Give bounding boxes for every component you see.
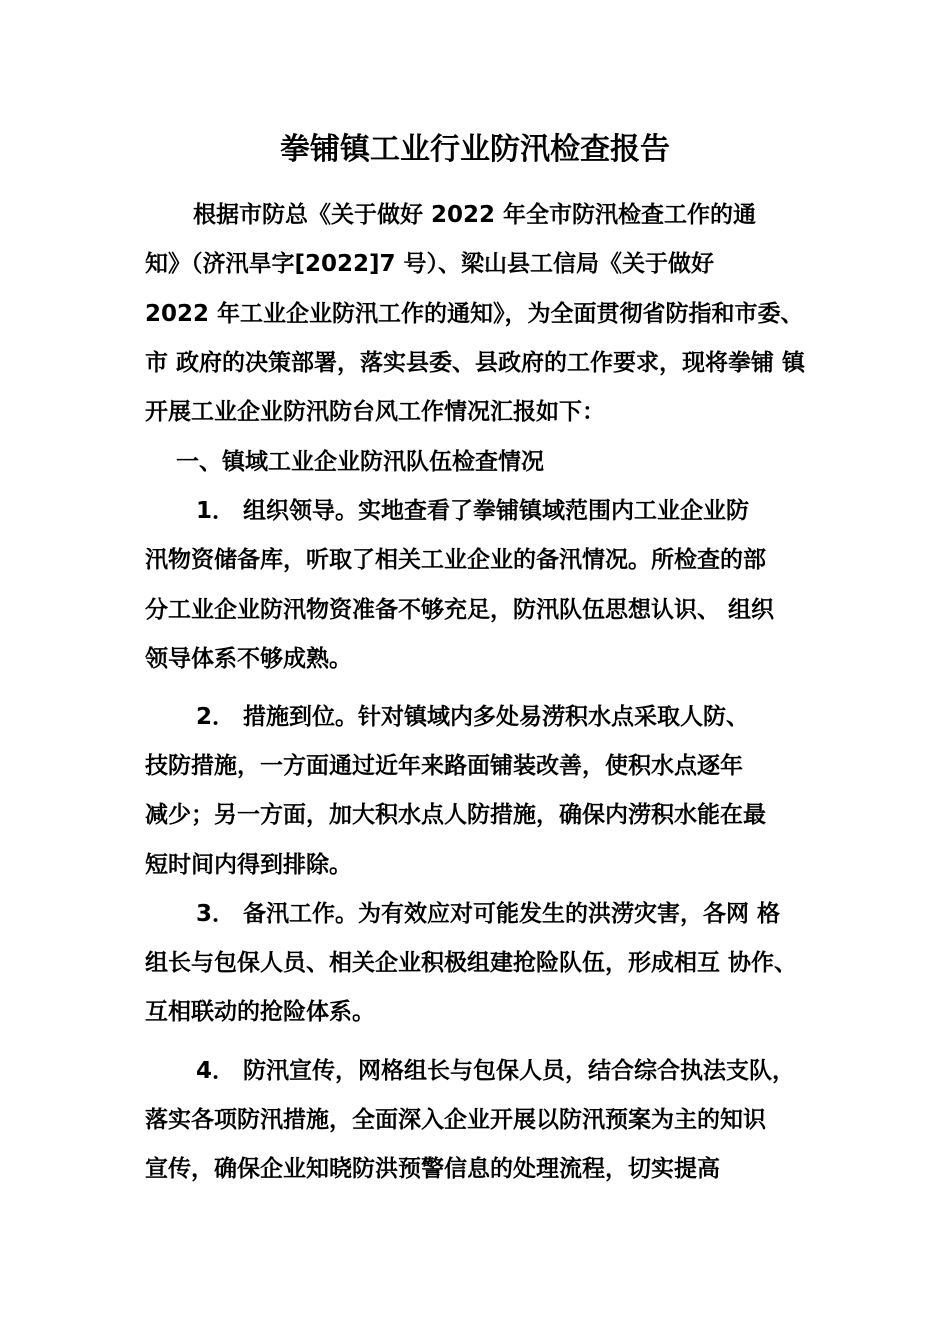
section-1-heading: 一、镇域工业企业防汛队伍检查情况	[176, 449, 544, 475]
item-1-line-2: 汛物资储备库，听取了相关工业企业的备汛情况。所检查的部	[145, 547, 766, 573]
intro-line-3: 2022 年工业企业防汛工作的通知》，为全面贯彻省防指和市委、	[145, 301, 804, 327]
document-title: 拳铺镇工业行业防汛检查报告	[280, 132, 670, 167]
intro-line-4: 市 政府的决策部署，落实县委、县政府的工作要求，现将拳铺 镇	[145, 350, 806, 376]
item-1-line-4: 领导体系不够成熟。	[145, 646, 352, 672]
item-1-line-1: 1． 组织领导。实地查看了拳铺镇域范围内工业企业防	[196, 498, 750, 524]
item-3-line-2: 组长与包保人员、相关企业积极组建抢险队伍，形成相互 协作、	[145, 950, 798, 976]
item-2-line-1: 2． 措施到位。针对镇域内多处易涝积水点采取人防、	[196, 704, 750, 730]
intro-line-5: 开展工业企业防汛防台风工作情况汇报如下：	[145, 399, 605, 425]
item-1-line-3: 分工业企业防汛物资准备不够充足，防汛队伍思想认识、 组织	[145, 597, 775, 623]
item-3-line-3: 互相联动的抢险体系。	[145, 999, 375, 1025]
item-4-line-1: 4． 防汛宣传，网格组长与包保人员，结合综合执法支队，	[196, 1058, 796, 1084]
item-2-line-3: 减少；另一方面，加大积水点人防措施，确保内涝积水能在最	[145, 802, 766, 828]
intro-line-1: 根据市防总《关于做好 2022 年全市防汛检查工作的通	[193, 202, 757, 228]
item-3-line-1: 3． 备汛工作。为有效应对可能发生的洪涝灾害，各网 格	[196, 901, 781, 927]
item-2-line-2: 技防措施，一方面通过近年来路面铺装改善，使积水点逐年	[145, 753, 743, 779]
intro-line-2: 知》（济汛旱字[2022]7 号）、梁山县工信局《关于做好	[145, 251, 715, 277]
item-2-line-4: 短时间内得到排除。	[145, 852, 352, 878]
item-4-line-3: 宣传，确保企业知晓防洪预警信息的处理流程，切实提高	[145, 1156, 720, 1182]
item-4-line-2: 落实各项防汛措施，全面深入企业开展以防汛预案为主的知识	[145, 1107, 766, 1133]
